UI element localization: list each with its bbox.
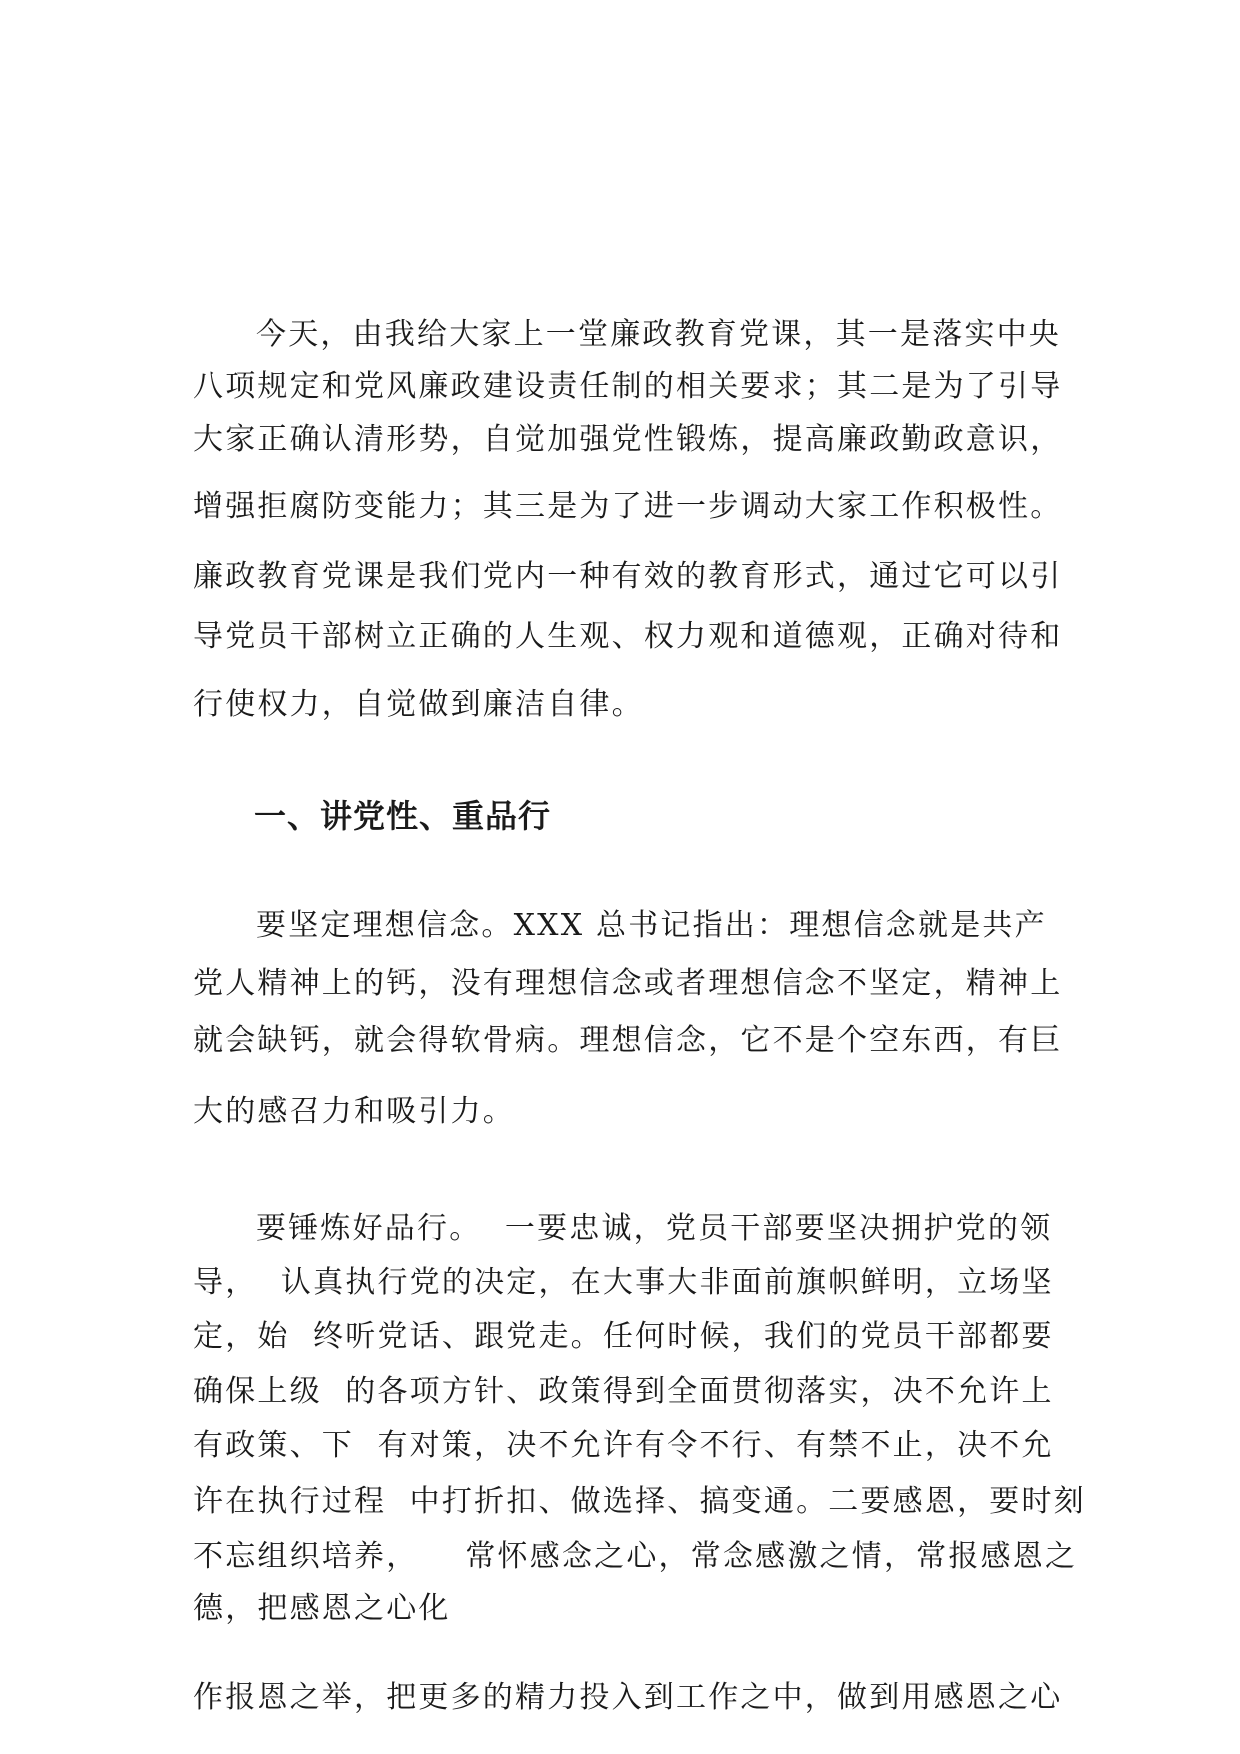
paragraph-3-line-2: 导， 认真执行党的决定，在大事大非面前旗帜鲜明，立场坚	[193, 1265, 1054, 1300]
paragraph-1-line-6: 导党员干部树立正确的人生观、权力观和道德观，正确对待和	[193, 619, 1063, 654]
paragraph-1-line-5: 廉政教育党课是我们党内一种有效的教育形式，通过它可以引	[193, 559, 1063, 594]
paragraph-4-line-1: 作报恩之举，把更多的精力投入到工作之中，做到用感恩之心	[193, 1680, 1063, 1715]
paragraph-1-line-3: 大家正确认清形势，自觉加强党性锻炼，提高廉政勤政意识，	[193, 422, 1063, 457]
paragraph-2-line-2: 党人精神上的钙，没有理想信念或者理想信念不坚定，精神上	[193, 966, 1063, 1001]
paragraph-2-line-3: 就会缺钙，就会得软骨病。理想信念，它不是个空东西，有巨	[193, 1023, 1063, 1058]
paragraph-3-line-4: 确保上级 的各项方针、政策得到全面贯彻落实，决不允许上	[193, 1374, 1054, 1409]
paragraph-3-line-3: 定，始 终听党话、跟党走。任何时候，我们的党员干部都要	[193, 1319, 1054, 1354]
paragraph-1-line-7: 行使权力，自觉做到廉洁自律。	[193, 687, 644, 722]
paragraph-1-line-2: 八项规定和党风廉政建设责任制的相关要求；其二是为了引导	[193, 369, 1063, 404]
paragraph-1-line-1: 今天，由我给大家上一堂廉政教育党课，其一是落实中央	[256, 317, 1061, 352]
paragraph-3-line-8: 德，把感恩之心化	[193, 1591, 451, 1626]
section-heading: 一、讲党性、重品行	[254, 797, 552, 835]
paragraph-3-line-5: 有政策、下 有对策，决不允许有令不行、有禁不止，决不允	[193, 1428, 1054, 1463]
paragraph-3-line-6: 许在执行过程 中打折扣、做选择、搞变通。二要感恩，要时刻	[193, 1484, 1086, 1519]
paragraph-2-line-4: 大的感召力和吸引力。	[193, 1094, 515, 1129]
paragraph-1-line-4: 增强拒腐防变能力；其三是为了进一步调动大家工作积极性。	[193, 489, 1063, 524]
paragraph-3-line-7: 不忘组织培养， 常怀感念之心，常念感激之情，常报感恩之	[193, 1539, 1078, 1574]
paragraph-2-line-1: 要坚定理想信念。XXX 总书记指出：理想信念就是共产	[256, 908, 1047, 943]
paragraph-3-line-1: 要锤炼好品行。 一要忠诚，党员干部要坚决拥护党的领	[256, 1211, 1053, 1246]
